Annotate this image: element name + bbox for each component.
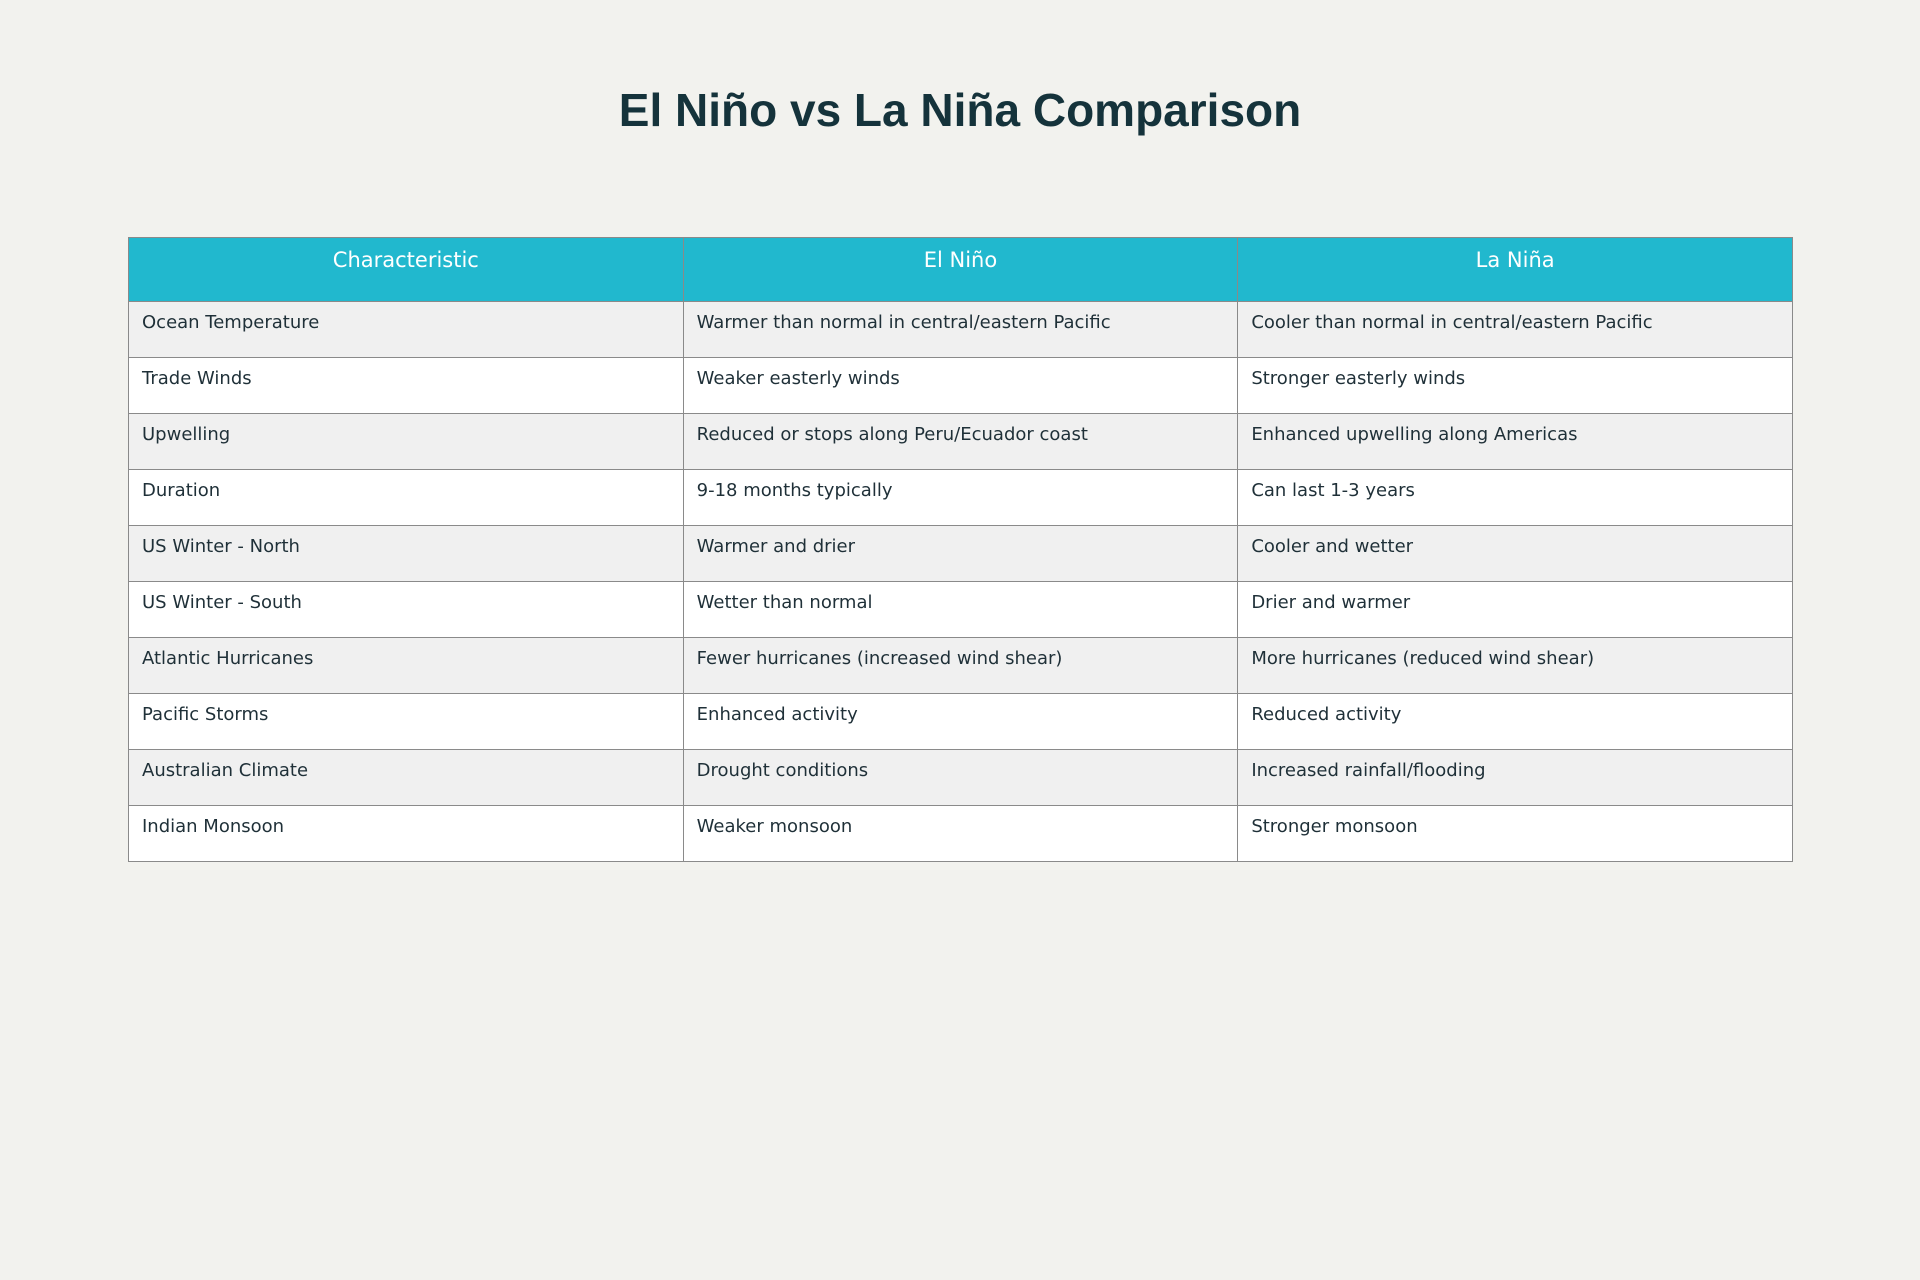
column-header-la-nina: La Niña	[1238, 238, 1793, 302]
table-row	[129, 358, 1793, 414]
table-row	[129, 750, 1793, 806]
la-nina-cell: Cooler and wetter	[1238, 526, 1793, 582]
el-nino-cell: 9-18 months typically	[683, 470, 1238, 526]
table-row	[129, 302, 1793, 358]
la-nina-cell: Stronger monsoon	[1238, 806, 1793, 862]
characteristic-cell: Indian Monsoon	[129, 806, 684, 862]
table-row	[129, 470, 1793, 526]
table-header	[129, 238, 1793, 302]
characteristic-cell: US Winter - South	[129, 582, 684, 638]
characteristic-cell: Atlantic Hurricanes	[129, 638, 684, 694]
el-nino-cell: Reduced or stops along Peru/Ecuador coast	[683, 414, 1238, 470]
characteristic-cell: Upwelling	[129, 414, 684, 470]
characteristic-cell: Duration	[129, 470, 684, 526]
table-row	[129, 414, 1793, 470]
la-nina-cell: Enhanced upwelling along Americas	[1238, 414, 1793, 470]
la-nina-cell: Stronger easterly winds	[1238, 358, 1793, 414]
table-row	[129, 806, 1793, 862]
la-nina-cell: Increased rainfall/flooding	[1238, 750, 1793, 806]
table-row	[129, 582, 1793, 638]
column-header-el-nino: El Niño	[683, 238, 1238, 302]
characteristic-cell: Australian Climate	[129, 750, 684, 806]
el-nino-cell: Drought conditions	[683, 750, 1238, 806]
page-title: El Niño vs La Niña Comparison	[618, 83, 1302, 136]
table-row	[129, 694, 1793, 750]
la-nina-cell: Drier and warmer	[1238, 582, 1793, 638]
la-nina-cell: Can last 1-3 years	[1238, 470, 1793, 526]
characteristic-cell: US Winter - North	[129, 526, 684, 582]
el-nino-cell: Wetter than normal	[683, 582, 1238, 638]
la-nina-cell: Reduced activity	[1238, 694, 1793, 750]
header-row	[129, 238, 1793, 302]
el-nino-cell: Enhanced activity	[683, 694, 1238, 750]
table-row	[129, 638, 1793, 694]
la-nina-cell: More hurricanes (reduced wind shear)	[1238, 638, 1793, 694]
column-header-characteristic: Characteristic	[129, 238, 684, 302]
characteristic-cell: Trade Winds	[129, 358, 684, 414]
el-nino-cell: Warmer and drier	[683, 526, 1238, 582]
table-body	[129, 302, 1793, 862]
comparison-table	[128, 237, 1793, 862]
el-nino-cell: Fewer hurricanes (increased wind shear)	[683, 638, 1238, 694]
el-nino-cell: Weaker monsoon	[683, 806, 1238, 862]
characteristic-cell: Pacific Storms	[129, 694, 684, 750]
characteristic-cell: Ocean Temperature	[129, 302, 684, 358]
la-nina-cell: Cooler than normal in central/eastern Pacific	[1238, 302, 1793, 358]
el-nino-cell: Weaker easterly winds	[683, 358, 1238, 414]
table-row	[129, 526, 1793, 582]
el-nino-cell: Warmer than normal in central/eastern Pacific	[683, 302, 1238, 358]
comparison-table-container	[128, 237, 1793, 862]
